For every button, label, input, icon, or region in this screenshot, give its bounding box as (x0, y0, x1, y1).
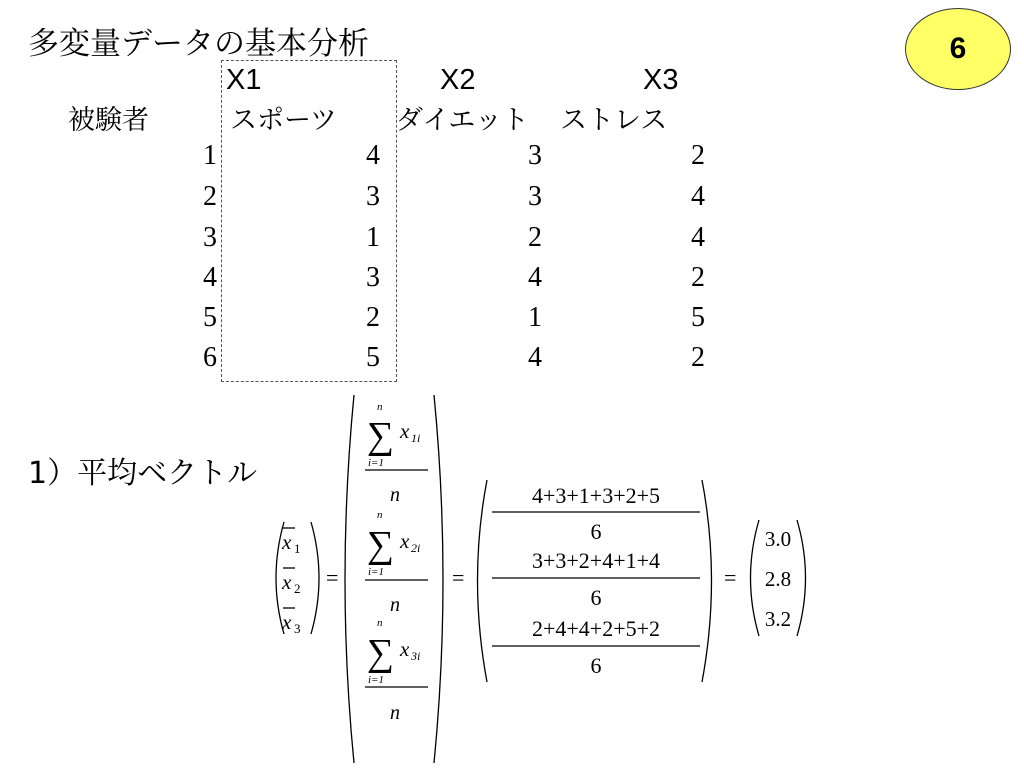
header-subject: 被験者 (68, 105, 149, 136)
sum-lower: i=1 (368, 566, 384, 578)
cell-id: 4 (203, 262, 217, 293)
var-label-x1: X1 (226, 64, 262, 96)
cell-id: 2 (203, 181, 217, 212)
numerator-sum-3: 2+4+4+2+5+2 (531, 616, 661, 641)
equals-sign: = (326, 565, 339, 590)
cell-id: 1 (203, 140, 217, 171)
cell-x2: 3 (528, 140, 542, 171)
sum-upper-n: n (377, 509, 383, 521)
cell-x3: 4 (691, 222, 705, 253)
xbar-3: x (282, 610, 292, 634)
cell-x2: 2 (528, 222, 542, 253)
cell-x3: 2 (691, 140, 705, 171)
equals-sign: = (724, 565, 737, 590)
sum-lower: i=1 (368, 457, 384, 469)
cell-x1: 5 (366, 342, 380, 373)
cell-x3: 4 (691, 181, 705, 212)
header-sports: スポーツ (230, 105, 337, 136)
sum-term-x: x (400, 419, 410, 443)
cell-id: 5 (203, 302, 217, 333)
denominator-n: n (390, 484, 400, 506)
sigma-icon: ∑ (367, 524, 395, 566)
page-title: 多変量データの基本分析 (28, 26, 369, 62)
header-stress: ストレス (560, 105, 668, 136)
sum-upper-n: n (377, 401, 383, 413)
cell-x3: 2 (691, 342, 705, 373)
sum-term-x: x (400, 637, 410, 661)
cell-x2: 1 (528, 302, 542, 333)
xbar-2-sub: 2 (294, 581, 301, 596)
cell-x1: 3 (366, 262, 380, 293)
result-1: 3.0 (764, 527, 792, 551)
result-3: 3.2 (764, 607, 792, 631)
xbar-3-sub: 3 (294, 621, 301, 636)
result-2: 2.8 (764, 567, 792, 591)
numerator-sum-1: 4+3+1+3+2+5 (531, 483, 661, 508)
sigma-icon: ∑ (367, 632, 395, 674)
sigma-icon: ∑ (367, 415, 395, 457)
cell-x1: 4 (366, 140, 380, 171)
cell-x2: 3 (528, 181, 542, 212)
cell-id: 3 (203, 222, 217, 253)
denominator-6: 6 (590, 653, 602, 678)
cell-id: 6 (203, 342, 217, 373)
sum-term-sub: 3i (411, 649, 421, 663)
sum-term-sub: 1i (411, 431, 421, 445)
sum-lower: i=1 (368, 674, 384, 686)
xbar-1-sub: 1 (294, 541, 301, 556)
denominator-n: n (390, 594, 400, 616)
xbar-1: x (282, 530, 292, 554)
var-label-x2: X2 (440, 64, 476, 96)
var-label-x3: X3 (643, 64, 679, 96)
denominator-n: n (390, 702, 400, 724)
cell-x1: 1 (366, 222, 380, 253)
header-diet: ダイエット (396, 105, 529, 136)
sum-upper-n: n (377, 617, 383, 629)
equals-sign: = (452, 565, 465, 590)
cell-x3: 5 (691, 302, 705, 333)
sum-term-x: x (400, 529, 410, 553)
denominator-6: 6 (590, 519, 602, 544)
cell-x2: 4 (528, 342, 542, 373)
section-heading-mean-vector: 1）平均ベクトル (28, 456, 258, 491)
cell-x2: 4 (528, 262, 542, 293)
denominator-6: 6 (590, 585, 602, 610)
slide-number: 6 (949, 32, 967, 65)
numerator-sum-2: 3+3+2+4+1+4 (531, 548, 661, 573)
cell-x1: 3 (366, 181, 380, 212)
sum-term-sub: 2i (411, 541, 421, 555)
cell-x1: 2 (366, 302, 380, 333)
cell-x3: 2 (691, 262, 705, 293)
xbar-2: x (282, 570, 292, 594)
